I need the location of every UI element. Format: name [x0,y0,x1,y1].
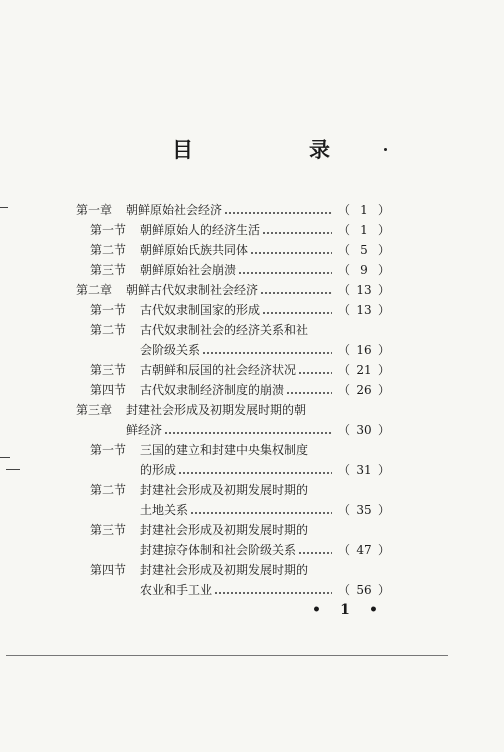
toc-dot-leader [178,472,332,474]
toc-entry-title: 封建社会形成及初期发展时期的 [140,483,309,497]
toc-paren-close: ） [377,383,390,397]
toc-paren-close: ） [377,343,390,357]
toc-entry [72,320,390,340]
title-dot [384,148,387,151]
toc-page-number: 26 [356,383,372,397]
toc-paren-close: ） [377,263,390,277]
toc-entry-label: 第一章 [76,203,113,217]
margin-mark [0,457,10,458]
toc-entry-title: 封建掠夺体制和社会阶级关系 [140,543,297,557]
toc-paren-close: ） [377,363,390,377]
toc-entry [72,460,390,480]
toc-entry-label: 第二节 [90,483,127,497]
toc-entry-title: 古代奴隶制社会的经济关系和社 [140,323,309,337]
toc-entry-title: 土地关系 [140,503,189,517]
toc-paren-open: （ [338,363,351,377]
toc-page-number: 13 [356,283,372,297]
table-of-contents [72,200,390,600]
toc-entry-label: 第三章 [76,403,113,417]
toc-page-ref [338,340,390,360]
toc-entry [72,520,390,540]
toc-page-ref [338,380,390,400]
toc-dot-leader [190,512,332,514]
toc-paren-close: ） [377,223,390,237]
toc-dot-leader [250,252,332,254]
toc-entry [72,440,390,460]
toc-paren-open: （ [338,423,351,437]
toc-entry-label: 第三节 [90,363,127,377]
page-folio [312,602,378,618]
toc-entry-label: 第二节 [90,323,127,337]
toc-paren-open: （ [338,343,351,357]
toc-page-ref [338,240,390,260]
toc-page-ref [338,220,390,240]
toc-dot-leader [202,352,332,354]
toc-entry-title: 朝鲜原始人的经济生活 [140,223,261,237]
toc-page-ref [338,280,390,300]
toc-entry-title: 朝鲜原始社会经济 [126,203,223,217]
toc-paren-open: （ [338,503,351,517]
toc-dot-leader [262,312,332,314]
toc-entry-title: 封建社会形成及初期发展时期的 [140,563,309,577]
toc-entry-label: 第一节 [90,443,127,457]
toc-entry [72,260,390,280]
toc-paren-open: （ [338,303,351,317]
toc-entry [72,300,390,320]
toc-entry [72,400,390,420]
toc-entry-label: 第三节 [90,523,127,537]
toc-entry-title: 封建社会形成及初期发展时期的 [140,523,309,537]
toc-page-ref [338,200,390,220]
toc-entry-title: 古代奴隶制国家的形成 [140,303,261,317]
toc-paren-close: ） [377,303,390,317]
toc-entry [72,220,390,240]
toc-page-ref [338,460,390,480]
toc-paren-close: ） [377,463,390,477]
toc-dot-leader [260,292,332,294]
toc-entry-title: 的形成 [140,463,177,477]
toc-dot-leader [262,232,332,234]
toc-entry-title: 鲜经济 [126,423,163,437]
toc-page-ref [338,500,390,520]
toc-page-ref [338,420,390,440]
toc-page-number: 9 [360,263,368,277]
toc-entry-title: 封建社会形成及初期发展时期的朝 [126,403,307,417]
toc-paren-open: （ [338,223,351,237]
toc-entry-title: 朝鲜原始社会崩溃 [140,263,237,277]
toc-paren-close: ） [377,203,390,217]
toc-title [172,134,332,164]
toc-entry-title: 三国的建立和封建中央集权制度 [140,443,309,457]
toc-entry-label: 第三节 [90,263,127,277]
toc-dot-leader [238,272,332,274]
margin-mark [0,207,8,208]
toc-page-number: 1 [360,203,368,217]
toc-entry-title: 朝鲜古代奴隶制社会经济 [126,283,259,297]
toc-page-number: 1 [360,223,368,237]
toc-entry-label: 第四节 [90,383,127,397]
toc-page-number: 35 [356,503,372,517]
folio-number: 1 [340,602,350,618]
toc-entry-label: 第二节 [90,243,127,257]
toc-dot-leader [214,592,332,594]
toc-entry-title: 农业和手工业 [140,583,213,597]
toc-page-number: 21 [356,363,372,377]
toc-page-ref [338,360,390,380]
toc-page-number: 13 [356,303,372,317]
toc-page-ref [338,580,390,600]
toc-paren-close: ） [377,543,390,557]
toc-page-ref [338,260,390,280]
toc-entry-title: 古朝鲜和辰国的社会经济状况 [140,363,297,377]
toc-page-ref [338,540,390,560]
toc-entry [72,340,390,360]
toc-entry [72,360,390,380]
toc-entry [72,200,390,220]
toc-entry-title: 朝鲜原始氏族共同体 [140,243,249,257]
toc-entry [72,380,390,400]
toc-entry-title: 会阶级关系 [140,343,201,357]
toc-dot-leader [286,392,332,394]
toc-entry-label: 第二章 [76,283,113,297]
toc-paren-open: （ [338,583,351,597]
toc-entry [72,560,390,580]
toc-entry-label: 第一节 [90,303,127,317]
toc-entry [72,480,390,500]
toc-paren-open: （ [338,383,351,397]
toc-entry [72,540,390,560]
toc-paren-close: ） [377,583,390,597]
toc-page-number: 56 [356,583,372,597]
bottom-rule [6,655,448,656]
toc-paren-close: ） [377,423,390,437]
folio-dot-left: • [312,602,321,618]
toc-entry-title: 古代奴隶制经济制度的崩溃 [140,383,285,397]
toc-dot-leader [298,372,332,374]
toc-paren-open: （ [338,463,351,477]
toc-paren-open: （ [338,283,351,297]
toc-paren-close: ） [377,503,390,517]
toc-paren-close: ） [377,283,390,297]
toc-entry [72,420,390,440]
toc-page-number: 31 [356,463,372,477]
toc-entry [72,580,390,600]
toc-page-ref [338,300,390,320]
toc-title-char-1: 目 [172,137,195,162]
toc-paren-open: （ [338,243,351,257]
toc-dot-leader [224,212,332,214]
toc-page-number: 5 [360,243,368,257]
toc-page-number: 16 [356,343,372,357]
toc-entry-label: 第一节 [90,223,127,237]
toc-entry [72,240,390,260]
toc-entry-label: 第四节 [90,563,127,577]
toc-title-char-2: 录 [309,137,332,162]
toc-entry [72,500,390,520]
toc-dot-leader [164,432,332,434]
toc-paren-open: （ [338,263,351,277]
toc-paren-open: （ [338,543,351,557]
toc-page-number: 30 [356,423,372,437]
margin-mark [6,469,20,470]
toc-paren-open: （ [338,203,351,217]
toc-entry [72,280,390,300]
folio-dot-right: • [369,602,378,618]
toc-dot-leader [298,552,332,554]
toc-page-number: 47 [356,543,372,557]
toc-paren-close: ） [377,243,390,257]
